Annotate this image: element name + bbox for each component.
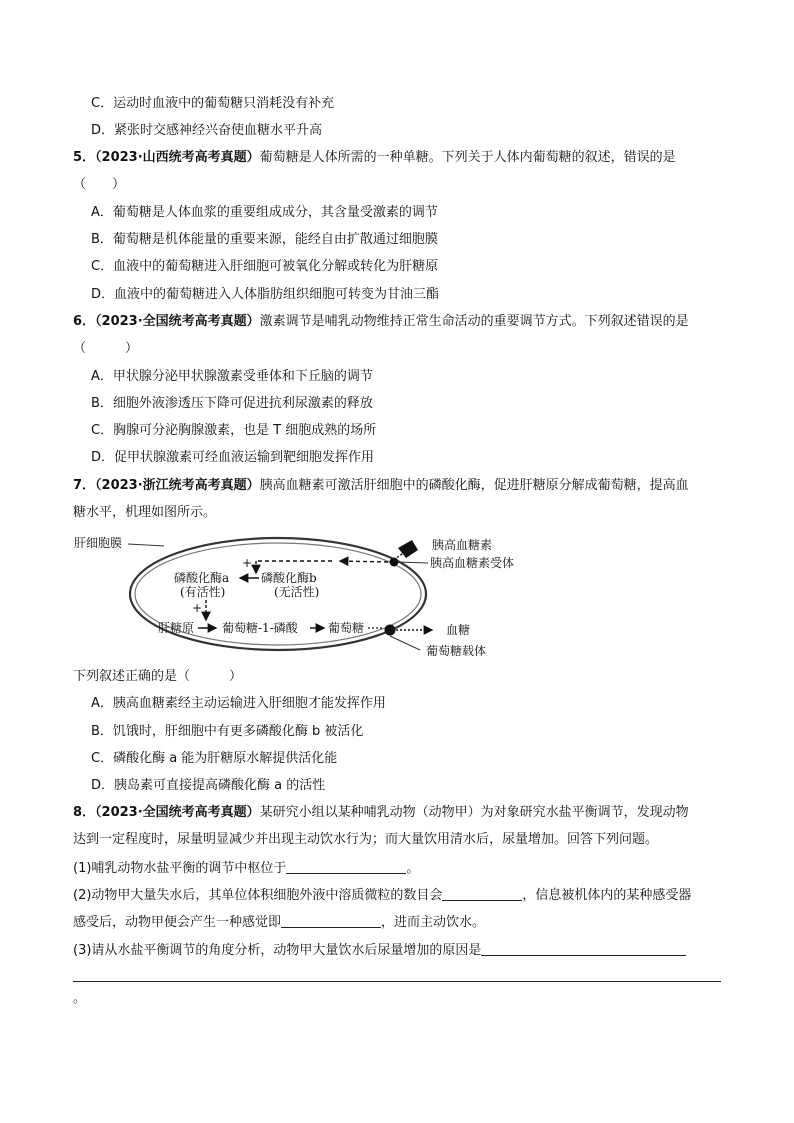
q8-sub2-blank-1[interactable]	[442, 886, 522, 901]
q5-option-a: A．葡萄糖是人体血浆的重要组成成分，其含量受激素的调节	[91, 205, 438, 220]
q4-option-d: D．紧张时交感神经兴奋使血糖水平升高	[91, 123, 323, 138]
carrier-label: 葡萄糖载体	[426, 644, 487, 658]
q8-sub3-blank[interactable]	[481, 941, 686, 956]
q8-sub2	[73, 886, 691, 905]
q8-sub2-cont	[73, 913, 485, 932]
q8-answer-line[interactable]	[73, 981, 721, 982]
enzyme-b-state: (无活性)	[274, 585, 320, 599]
q5-stem-text: 葡萄糖是人体所需的一种单糖。下列关于人体内葡萄糖的叙述，错误的是	[259, 150, 676, 165]
glucose-carrier-dot	[385, 625, 396, 636]
q7-option-d: D．胰岛素可直接提高磷酸化酶 a 的活性	[91, 778, 326, 793]
q6-stem	[73, 313, 689, 331]
q8-sub3	[73, 941, 686, 960]
q6-option-a: A．甲状腺分泌甲状腺激素受垂体和下丘脑的调节	[91, 369, 373, 384]
q5-answer-paren: （ ）	[73, 177, 126, 192]
glucagon-label: 胰高血糖素	[432, 538, 493, 552]
q5-option-b: B．葡萄糖是机体能量的重要来源，能经自由扩散通过细胞膜	[91, 232, 438, 247]
q7-number: 7．	[73, 478, 96, 493]
glycogen-label: 肝糖原	[158, 621, 195, 635]
q8-number: 8．	[73, 805, 96, 820]
q8-sub2-blank-2[interactable]	[281, 913, 381, 928]
q5-stem	[73, 149, 676, 167]
q6-answer-paren: （ ）	[73, 341, 139, 356]
enzyme-a-label: 磷酸化酶a	[174, 571, 230, 585]
q4-option-c: C．运动时血液中的葡萄糖只消耗没有补充	[91, 96, 335, 111]
q5-option-c: C．血液中的葡萄糖进入肝细胞可被氧化分解或转化为肝糖原	[91, 259, 439, 274]
membrane-label: 肝细胞膜	[74, 536, 123, 550]
glucose-label: 葡萄糖	[328, 621, 365, 635]
q8-sub1-text: (1)哺乳动物水盐平衡的调节中枢位于	[73, 861, 287, 876]
receptor-label: 胰高血糖素受体	[430, 556, 515, 570]
q7-stem-text: 胰高血糖素可激活肝细胞中的磷酸化酶，促进肝糖原分解成葡萄糖，提高血	[259, 478, 689, 493]
q8-source: （2023·全国统考高考真题）	[95, 805, 260, 820]
q8-stem-line2: 达到一定程度时，尿量明显减少并出现主动饮水行为；而大量饮用清水后，尿量增加。回答下列问题。	[73, 832, 659, 847]
plus-sign-1: +	[242, 556, 253, 570]
q7-option-a: A．胰高血糖素经主动运输进入肝细胞才能发挥作用	[91, 696, 386, 711]
q8-sub1-end: 。	[406, 861, 420, 876]
g1p-label: 葡萄糖-1-磷酸	[222, 621, 298, 635]
q8-sub3-text: (3)请从水盐平衡调节的角度分析，动物甲大量饮水后尿量增加的原因是	[73, 943, 482, 958]
q8-sub2-text: (2)动物甲大量失水后，其单位体积细胞外液中溶质微粒的数目会	[73, 888, 443, 903]
q5-option-d: D．血液中的葡萄糖进入人体脂肪组织细胞可转变为甘油三酯	[91, 287, 440, 302]
q6-stem-text: 激素调节是哺乳动物维持正常生命活动的重要调节方式。下列叙述错误的是	[259, 314, 689, 329]
q8-sub1	[73, 859, 419, 878]
q8-sub1-blank[interactable]	[286, 859, 406, 874]
q8-sub2-text-2: ，信息被机体内的某种感受器	[522, 888, 692, 903]
q5-number: 5．	[73, 150, 96, 165]
glucagon-mechanism-diagram	[70, 530, 530, 662]
q8-sub2-text-3: 感受后，动物甲便会产生一种感觉即	[73, 915, 282, 930]
plus-sign-2: +	[192, 601, 203, 615]
receptor-dot	[390, 558, 399, 567]
q6-number: 6．	[73, 314, 96, 329]
q6-option-b: B．细胞外液渗透压下降可促进抗利尿激素的释放	[91, 396, 373, 411]
q7-stem	[73, 477, 689, 495]
q7-option-c: C．磷酸化酶 a 能为肝糖原水解提供活化能	[91, 751, 338, 766]
q8-end-mark: 。	[73, 991, 87, 1006]
enzyme-b-label: 磷酸化酶b	[261, 571, 317, 585]
q8-sub2-text-4: ，进而主动饮水。	[381, 915, 486, 930]
q8-stem	[73, 804, 689, 822]
enzyme-a-state: (有活性)	[180, 585, 226, 599]
q6-option-c: C．胸腺可分泌胸腺激素，也是 T 细胞成熟的场所	[91, 423, 377, 438]
q7-source: （2023·浙江统考高考真题）	[95, 478, 260, 493]
q6-option-d: D．促甲状腺激素可经血液运输到靶细胞发挥作用	[91, 450, 375, 465]
q7-stem-line2: 糖水平，机理如图所示。	[73, 505, 217, 520]
q6-source: （2023·全国统考高考真题）	[95, 314, 260, 329]
q8-stem-text: 某研究小组以某种哺乳动物（动物甲）为对象研究水盐平衡调节，发现动物	[259, 805, 689, 820]
q5-source: （2023·山西统考高考真题）	[95, 150, 260, 165]
blood-sugar-label: 血糖	[446, 623, 471, 637]
q7-option-b: B．饥饿时，肝细胞中有更多磷酸化酶 b 被活化	[91, 724, 364, 739]
q7-prompt: 下列叙述正确的是（ ）	[73, 669, 243, 684]
